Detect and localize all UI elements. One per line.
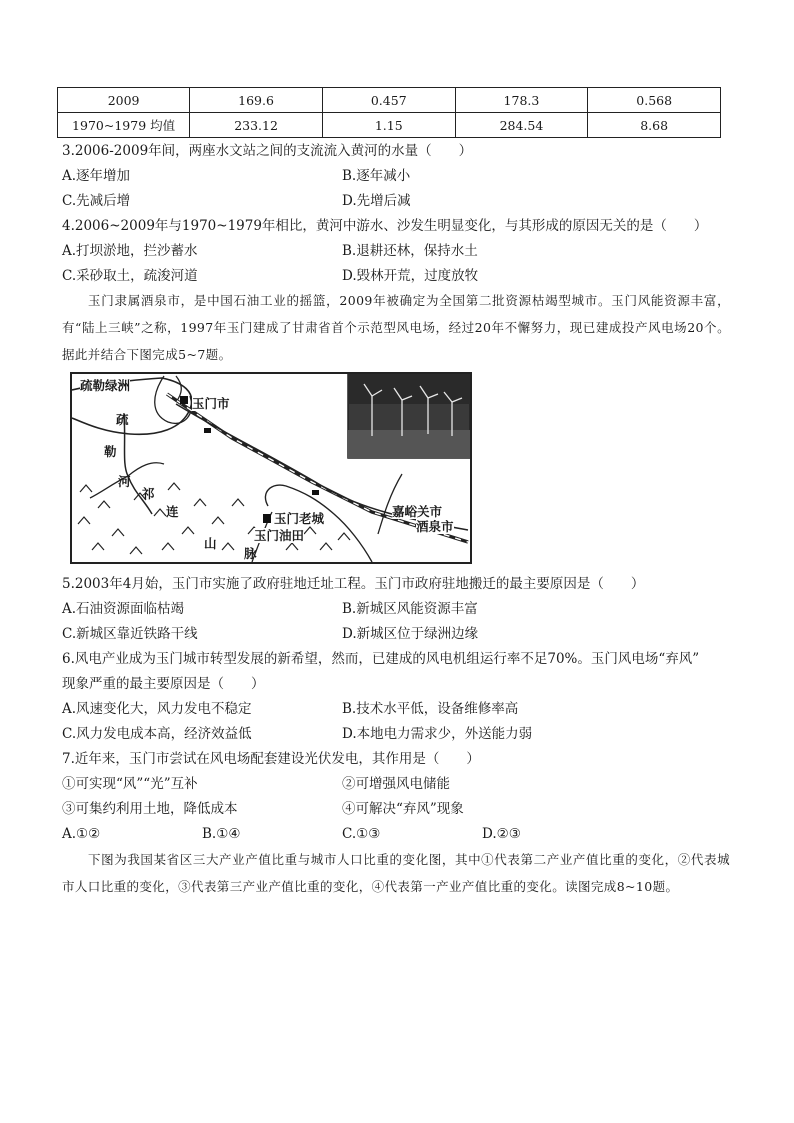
q4-option-a: A.打坝淤地，拦沙蓄水	[62, 243, 198, 259]
question-4-stem: 4.2006~2009年与1970~1979年相比，黄河中游水、沙发生明显变化，与其形成的原因无关的是（ ）	[62, 218, 708, 234]
question-7-stem: 7.近年来，玉门市尝试在风电场配套建设光伏发电，其作用是（ ）	[62, 751, 480, 767]
station-marker	[312, 490, 319, 495]
q5-option-c: C.新城区靠近铁路干线	[62, 626, 198, 642]
q7-option-c: C.①③	[342, 826, 381, 842]
table-cell: 0.568	[588, 88, 721, 113]
q7-option-b: B.①④	[202, 826, 241, 842]
map-label-shan: 山	[204, 536, 217, 551]
hydrology-table	[57, 87, 721, 138]
map-label-shule-oasis: 疏勒绿洲	[80, 378, 131, 393]
q5-option-b: B.新城区风能资源丰富	[342, 601, 478, 617]
industry-passage: 下图为我国某省区三大产业产值比重与城市人口比重的变化图，其中①代表第二产业产值比重的变化，②代表城市人口比重的变化，③代表第三产业产值比重的变化，④代表第一产业产值比重的变化。读图完成8~10题。	[62, 852, 730, 894]
question-5-stem: 5.2003年4月始，玉门市实施了政府驻地迁址工程。玉门市政府驻地搬迁的最主要原因是（ ）	[62, 576, 645, 592]
table-row	[58, 113, 721, 138]
q7-statement-3: ③可集约利用土地，降低成本	[62, 801, 238, 817]
photo-sky	[348, 374, 470, 404]
q3-option-a: A.逐年增加	[62, 168, 131, 184]
table-cell: 0.457	[322, 88, 455, 113]
map-label-jiayuguan: 嘉峪关市	[392, 504, 443, 519]
map-label-mai: 脉	[244, 546, 257, 561]
q5-option-d: D.新城区位于绿洲边缘	[342, 626, 479, 642]
q3-option-b: B.逐年减小	[342, 168, 411, 184]
map-label-shu: 疏	[116, 412, 129, 427]
q7-statement-4: ④可解决“弃风”现象	[342, 801, 464, 817]
question-6-stem-line2: 现象严重的最主要原因是（ ）	[62, 676, 265, 692]
map-label-yumen-city: 玉门市	[192, 396, 230, 411]
table-cell: 233.12	[190, 113, 323, 138]
q6-option-c: C.风力发电成本高，经济效益低	[62, 726, 252, 742]
old-town-marker	[263, 514, 271, 523]
yumen-city-marker	[180, 396, 188, 404]
map-label-lian: 连	[166, 504, 179, 519]
question-3-stem: 3.2006-2009年间，两座水文站之间的支流流入黄河的水量（ ）	[62, 143, 473, 159]
q4-option-c: C.采砂取土，疏浚河道	[62, 268, 198, 284]
map-label-he: 河	[118, 474, 131, 489]
map-label-oilfield: 玉门油田	[254, 528, 305, 543]
yumen-map	[70, 372, 472, 564]
yumen-passage: 玉门隶属酒泉市，是中国石油工业的摇篮，2009年被确定为全国第二批资源枯竭型城市。玉门风能资源丰富，有“陆上三峡”之称，1997年玉门建成了甘肃省首个示范型风电场，经过20年不懈努力，现已建成投产风电场20个。据此并结合下图完成5~7题。	[62, 293, 730, 362]
shule-river-branch	[128, 463, 164, 476]
q6-option-d: D.本地电力需求少，外送能力弱	[342, 726, 533, 742]
map-label-qi: 祁	[142, 486, 155, 501]
table-cell: 8.68	[588, 113, 721, 138]
map-label-le: 勒	[104, 444, 117, 459]
station-marker	[204, 428, 211, 433]
table-row	[58, 88, 721, 113]
q7-option-d: D.②③	[482, 826, 521, 842]
q7-statement-1: ①可实现“风”“光”互补	[62, 776, 198, 792]
q7-option-a: A.①②	[62, 826, 101, 842]
table-cell: 1970~1979 均值	[58, 113, 190, 138]
q7-statement-2: ②可增强风电储能	[342, 776, 450, 792]
table-cell: 1.15	[322, 113, 455, 138]
q6-option-b: B.技术水平低，设备维修率高	[342, 701, 519, 717]
q4-option-b: B.退耕还林，保持水土	[342, 243, 478, 259]
question-6-stem-line1: 6.风电产业成为玉门城市转型发展的新希望，然而，已建成的风电机组运行率不足70%。玉门风电场“弃风”	[62, 651, 700, 667]
q3-option-c: C.先减后增	[62, 193, 131, 209]
table-cell: 2009	[58, 88, 190, 113]
table-cell: 284.54	[455, 113, 588, 138]
map-label-jiuquan: 酒泉市	[416, 519, 454, 534]
q4-option-d: D.毁林开荒，过度放牧	[342, 268, 479, 284]
map-label-old-town: 玉门老城	[274, 511, 325, 526]
table-cell: 169.6	[190, 88, 323, 113]
table-cell: 178.3	[455, 88, 588, 113]
q3-option-d: D.先增后减	[342, 193, 411, 209]
q5-option-a: A.石油资源面临枯竭	[62, 601, 185, 617]
q6-option-a: A.风速变化大，风力发电不稳定	[62, 701, 252, 717]
